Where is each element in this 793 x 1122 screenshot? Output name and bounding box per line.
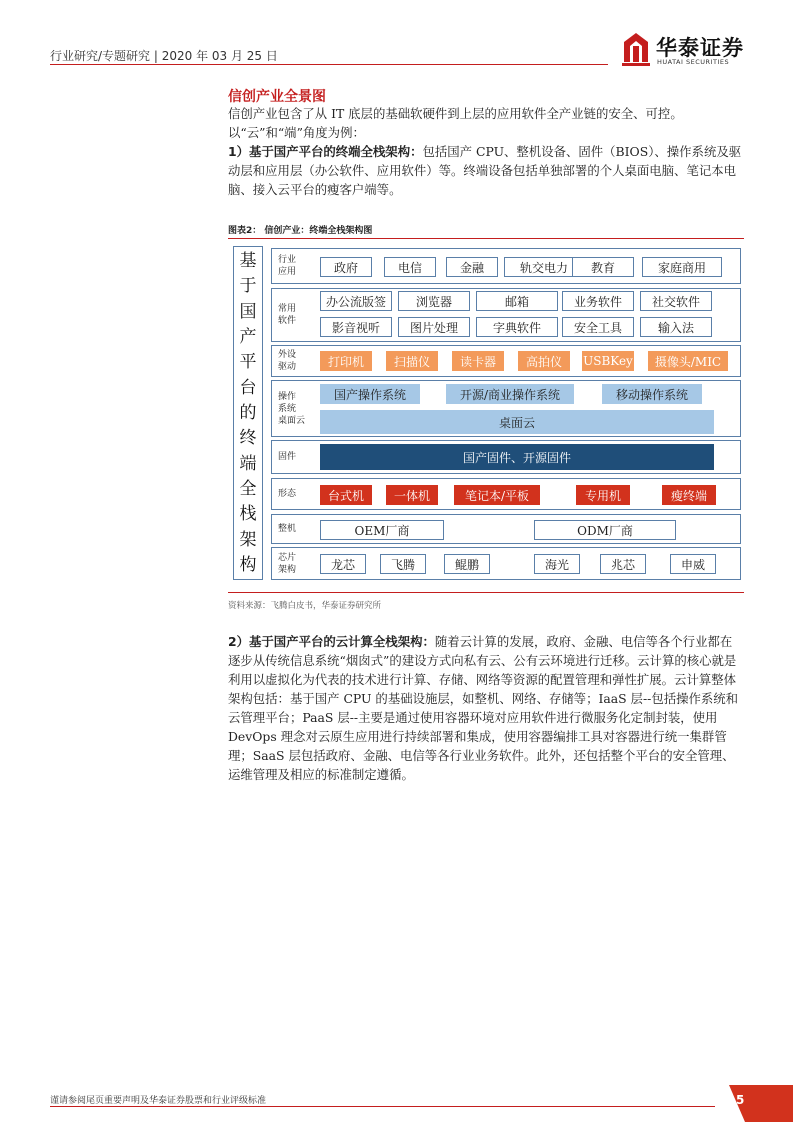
layer-label	[278, 381, 308, 436]
layer-label	[278, 548, 308, 579]
box-chip: 申威	[670, 554, 716, 574]
box-driver: 摄像头/MIC	[648, 351, 728, 371]
vertical-char: 终	[239, 428, 257, 449]
layer-label-line: 形态	[278, 489, 297, 499]
layer-label	[278, 289, 308, 341]
paragraph-2-body: 随着云计算的发展，政府、金融、电信等各个行业都在逐步从传统信息系统“烟囱式”的建设方式向私有云、公有云环境进行迁移。云计算的核心就是利用以虚拟化为代表的技术进行计算、存储、网络等资源的配置管理和弹性扩展。云计算整体架构包括：基于国产 CPU 的基础设施层，如整机、网络、存储等；IaaS 层--包括操作系统和云管理平台；PaaS 层--主要是通过使用容器环境对应用软件进行微服务化定制封装，使用 DevOps 理念对云原生应用进行持续部署和集成，使用容器编排工具对容器进行统一集群管理；SaaS 层包括政府、金融、电信等各行业业务软件。此外，还包括整个平台的安全管理、运维管理及相应的标准制定遵循。	[228, 634, 739, 782]
huatai-logo-icon	[620, 32, 652, 68]
box-form: 瘦终端	[662, 485, 716, 505]
header-divider	[50, 64, 608, 65]
layer-form-factor	[271, 478, 741, 510]
footer-divider	[50, 1106, 715, 1107]
layer-label-line: 架构	[278, 564, 297, 575]
intro-paragraph	[228, 104, 744, 142]
box-software: 浏览器	[398, 291, 470, 311]
footer-page-tab	[715, 1085, 793, 1122]
box-software: 邮箱	[476, 291, 558, 311]
layer-industry-application	[271, 248, 741, 284]
box-driver: 打印机	[320, 351, 372, 371]
box-form: 专用机	[576, 485, 630, 505]
box-os: 国产操作系统	[320, 384, 420, 404]
vertical-char: 端	[239, 453, 257, 474]
figure-top-rule	[228, 238, 744, 239]
box-oem: OEM厂商	[320, 520, 444, 540]
box-chip: 兆芯	[600, 554, 646, 574]
layer-label-line: 应用	[278, 267, 297, 277]
vertical-char: 基	[239, 251, 257, 271]
box-driver: 高拍仪	[518, 351, 570, 371]
logo-text-en: HUATAI SECURITIES	[657, 58, 730, 66]
page-number: 5	[736, 1093, 745, 1107]
box-form: 台式机	[320, 485, 372, 505]
box-software: 安全工具	[562, 317, 634, 337]
layer-label	[278, 479, 308, 509]
box-industry: 政府	[320, 257, 372, 277]
section-title: 信创产业全景图	[228, 89, 326, 105]
box-software: 影音视听	[320, 317, 392, 337]
layer-label-line: 驱动	[278, 362, 297, 372]
box-software: 字典软件	[476, 317, 558, 337]
box-driver: USBKey	[582, 351, 634, 371]
box-driver: 读卡器	[452, 351, 504, 371]
figure-source: 资料来源：飞腾白皮书，华泰证券研究所	[228, 601, 382, 611]
box-desktop-cloud: 桌面云	[320, 410, 714, 434]
intro-line-1: 信创产业包含了从 IT 底层的基础软硬件到上层的应用软件全产业链的安全、可控。	[228, 106, 683, 121]
figure-title: 图表2： 信创产业：终端全栈架构图	[228, 226, 373, 236]
layer-label-line: 整机	[278, 524, 297, 534]
layer-label-line: 固件	[278, 452, 297, 462]
layer-peripheral-drivers	[271, 345, 741, 377]
box-industry: 轨交电力	[504, 257, 584, 277]
box-industry: 电信	[384, 257, 436, 277]
box-chip: 鲲鹏	[444, 554, 490, 574]
box-industry: 教育	[572, 257, 634, 277]
vertical-char: 台	[239, 377, 257, 398]
box-odm: ODM厂商	[534, 520, 676, 540]
vertical-char: 产	[239, 326, 257, 347]
layer-label	[278, 249, 308, 283]
vertical-char: 架	[239, 529, 257, 550]
box-industry: 金融	[446, 257, 498, 277]
layer-whole-machine	[271, 514, 741, 544]
layer-label	[278, 515, 308, 543]
header-breadcrumb: 行业研究/专题研究 | 2020 年 03 月 25 日	[50, 49, 278, 63]
intro-line-2: 以“云”和“端”角度为例：	[228, 125, 365, 140]
box-industry: 家庭商用	[642, 257, 722, 277]
box-software: 社交软件	[640, 291, 712, 311]
paragraph-2-heading: 2）基于国产平台的云计算全栈架构：	[228, 634, 435, 649]
layer-label-line: 外设	[278, 350, 297, 360]
paragraph-1-heading: 1）基于国产平台的终端全栈架构：	[228, 144, 423, 159]
layer-common-software	[271, 288, 741, 342]
layer-label-line: 系统	[278, 403, 297, 414]
box-os: 移动操作系统	[602, 384, 702, 404]
vertical-char: 构	[239, 554, 257, 575]
vertical-char: 的	[239, 402, 257, 423]
footer-disclaimer: 谨请参阅尾页重要声明及华泰证券股票和行业评级标准	[50, 1096, 267, 1106]
layer-label-line: 常用	[278, 304, 297, 314]
layer-label-line: 芯片	[278, 552, 297, 563]
layer-chip-architecture	[271, 547, 741, 580]
box-software: 业务软件	[562, 291, 634, 311]
box-chip: 海光	[534, 554, 580, 574]
box-form: 笔记本/平板	[454, 485, 540, 505]
box-firmware: 国产固件、开源固件	[320, 444, 714, 470]
vertical-char: 平	[239, 352, 257, 373]
box-os: 开源/商业操作系统	[446, 384, 574, 404]
layer-label-line: 桌面云	[278, 415, 306, 426]
layer-label-line: 操作	[278, 391, 297, 402]
figure-vertical-label	[233, 246, 263, 580]
box-form: 一体机	[386, 485, 438, 505]
layer-operating-system	[271, 380, 741, 437]
vertical-char: 全	[239, 478, 257, 499]
box-software: 办公流版签	[320, 291, 392, 311]
box-driver: 扫描仪	[386, 351, 438, 371]
vertical-char: 于	[239, 276, 257, 297]
layer-label-line: 软件	[278, 316, 297, 326]
huatai-logo	[620, 30, 750, 72]
layer-firmware	[271, 440, 741, 474]
vertical-char: 栈	[239, 504, 257, 525]
paragraph-1-body: 包括国产 CPU、整机设备、固件（BIOS）、操作系统及驱动层和应用层（办公软件、应用软件）等。终端设备包括单独部署的个人桌面电脑、笔记本电脑、接入云平台的瘦客户端等。	[228, 144, 742, 197]
figure-bottom-rule	[228, 592, 744, 593]
logo-text-cn: 华泰证券	[656, 36, 744, 60]
box-software: 图片处理	[398, 317, 470, 337]
box-chip: 龙芯	[320, 554, 366, 574]
layer-label	[278, 441, 308, 473]
paragraph-terminal-stack	[228, 142, 744, 199]
layer-label-line: 行业	[278, 255, 297, 265]
layer-label	[278, 346, 308, 376]
vertical-char: 国	[239, 301, 257, 322]
box-chip: 飞腾	[380, 554, 426, 574]
box-software: 输入法	[640, 317, 712, 337]
paragraph-cloud-stack	[228, 632, 744, 784]
